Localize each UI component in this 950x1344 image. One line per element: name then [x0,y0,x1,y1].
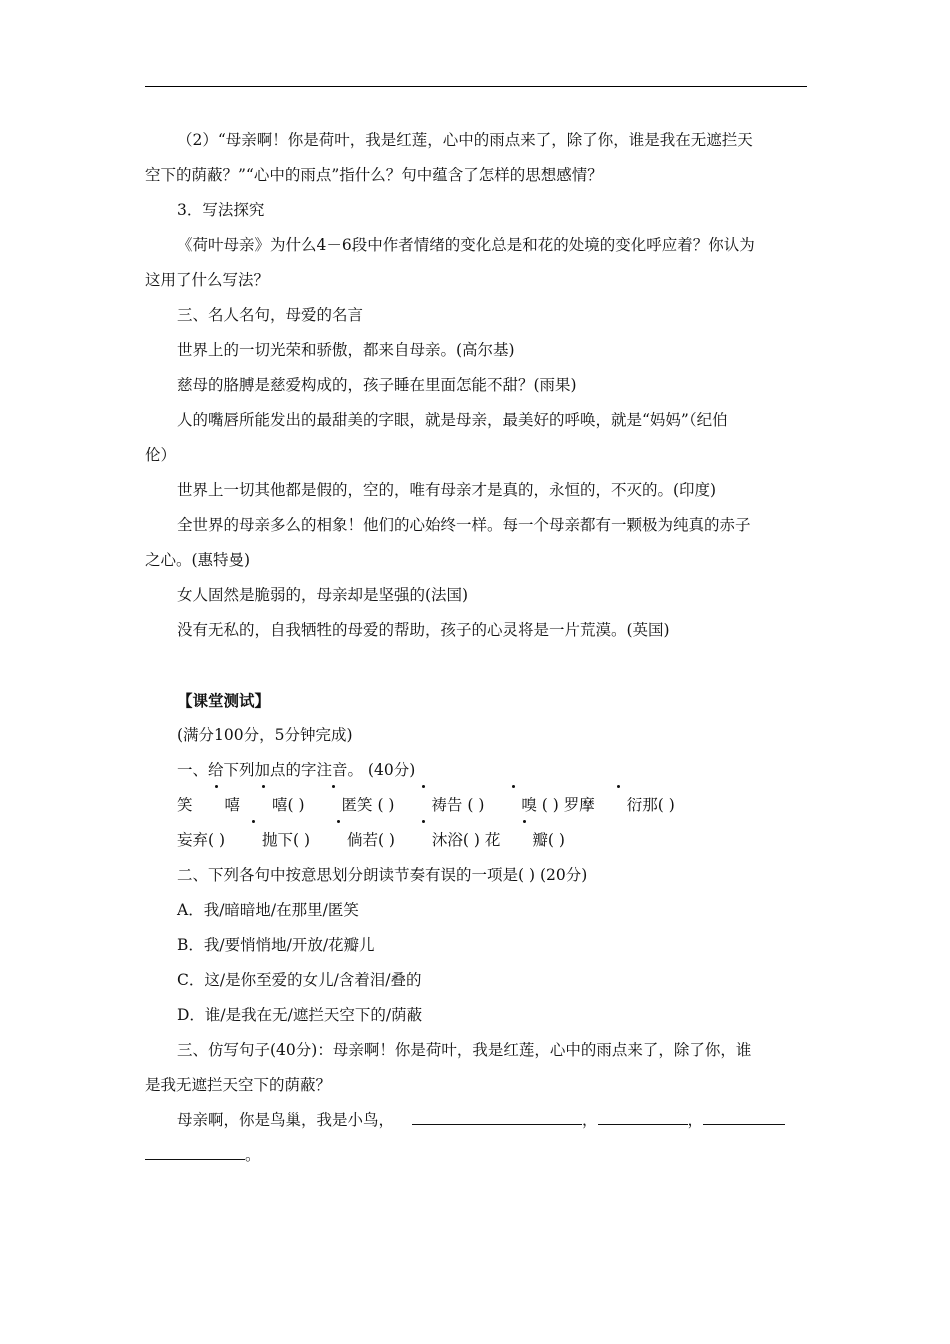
dotted-char: 瓣 [500,823,548,858]
dotted-char: 衍 [595,788,643,823]
dotted-char: 祷 [399,788,447,823]
quote-4: 世界上一切其他都是假的，空的，唯有母亲才是真的，永恒的，不灭的。(印度) [177,481,717,499]
question-2-line-2: 空下的荫蔽？”“心中的雨点”指什么？句中蕴含了怎样的思想感情？ [145,166,603,184]
period: 。 [245,1146,261,1164]
dotted-char: 倘 [315,823,363,858]
option-c: C．这/是你至爱的女儿/含着泪/叠的 [177,971,422,989]
option-b: B．我/要悄悄地/开放/花瓣儿 [177,936,375,954]
quote-2: 慈母的胳膊是慈爱构成的，孩子睡在里面怎能不甜？(雨果) [177,376,577,394]
fill-prefix: 母亲啊，你是鸟巢，我是小鸟， [177,1111,395,1129]
answer-blank[interactable] [703,1108,785,1125]
part-3-line-1: 三、仿写句子(40分)：母亲啊！你是荷叶，我是红莲，心中的雨点来了，除了你，谁 [177,1041,752,1059]
option-d: D．谁/是我在无/遮拦天空下的/荫蔽 [177,1006,423,1024]
pinyin-item: 沐浴( ) [400,831,485,849]
dotted-char: 嘻 [240,788,288,823]
quote-5-line-1: 全世界的母亲多么的相象！他们的心始终一样。每一个母亲都有一颗极为纯真的赤子 [177,516,751,534]
fill-in-line-1 [145,1103,807,1138]
section-gap [145,648,807,683]
fill-in-line-2 [145,1138,807,1173]
dotted-char: 嗅 [489,788,537,823]
question-3-line-2: 这用了什么写法？ [145,271,270,289]
answer-blank[interactable] [145,1143,245,1160]
pinyin-item: 花 瓣( ) [485,831,565,849]
pinyin-item: 罗摩 衍那( ) [564,796,675,814]
quote-6: 女人固然是脆弱的，母亲却是坚强的(法国) [177,586,469,604]
quote-1: 世界上的一切光荣和骄傲，都来自母亲。(高尔基) [177,341,515,359]
pinyin-item: 笑 嘻 嘻( ) [177,796,310,814]
dotted-char: 嘻 [193,788,241,823]
test-meta: (满分100分，5分钟完成) [177,726,353,744]
pinyin-item: 抛下( ) [230,831,315,849]
dotted-char: 沐 [400,823,448,858]
quotes-heading: 三、名人名句，母爱的名言 [177,306,364,324]
question-2-line-1: （2）“母亲啊！你是荷叶，我是红莲，心中的雨点来了，除了你，谁是我在无遮拦天 [177,131,753,149]
question-3-heading: 3．写法探究 [177,201,265,219]
header-rule [145,86,807,87]
test-title: 【课堂测试】 [177,691,271,710]
comma: ， [582,1111,598,1129]
option-a: A．我/暗暗地/在那里/匿笑 [177,901,359,919]
quote-3-line-1: 人的嘴唇所能发出的最甜美的字眼，就是母亲，最美好的呼唤，就是“妈妈”（纪伯 [177,411,728,429]
pinyin-row-2 [145,823,807,858]
part-1-heading: 一、给下列加点的字注音。 (40分) [177,761,416,779]
pinyin-item: 嗅 ( ) [489,796,563,814]
pinyin-item: 祷告 ( ) [399,796,489,814]
dotted-char: 匿 [310,788,358,823]
pinyin-row-1 [145,788,807,823]
quote-3-line-2: 伦） [145,446,177,464]
part-3-line-2: 是我无遮拦天空下的荫蔽？ [145,1076,332,1094]
pinyin-item: 妄弃( ) [177,831,230,849]
part-2-heading: 二、下列各句中按意思划分朗读节奏有误的一项是( ) (20分) [177,866,588,884]
dotted-char: 抛 [230,823,278,858]
quote-5-line-2: 之心。(惠特曼) [145,551,251,569]
comma: ， [687,1111,704,1129]
question-3-line-1: 《荷叶母亲》为什么4－6段中作者情绪的变化总是和花的处境的变化呼应着？你认为 [177,236,755,254]
pinyin-item: 匿笑 ( ) [310,796,400,814]
document-body [145,123,807,1173]
answer-blank[interactable] [412,1108,582,1125]
answer-blank[interactable] [598,1108,688,1125]
pinyin-item: 倘若( ) [315,831,400,849]
quote-7: 没有无私的，自我牺牲的母爱的帮助，孩子的心灵将是一片荒漠。(英国) [177,621,670,639]
